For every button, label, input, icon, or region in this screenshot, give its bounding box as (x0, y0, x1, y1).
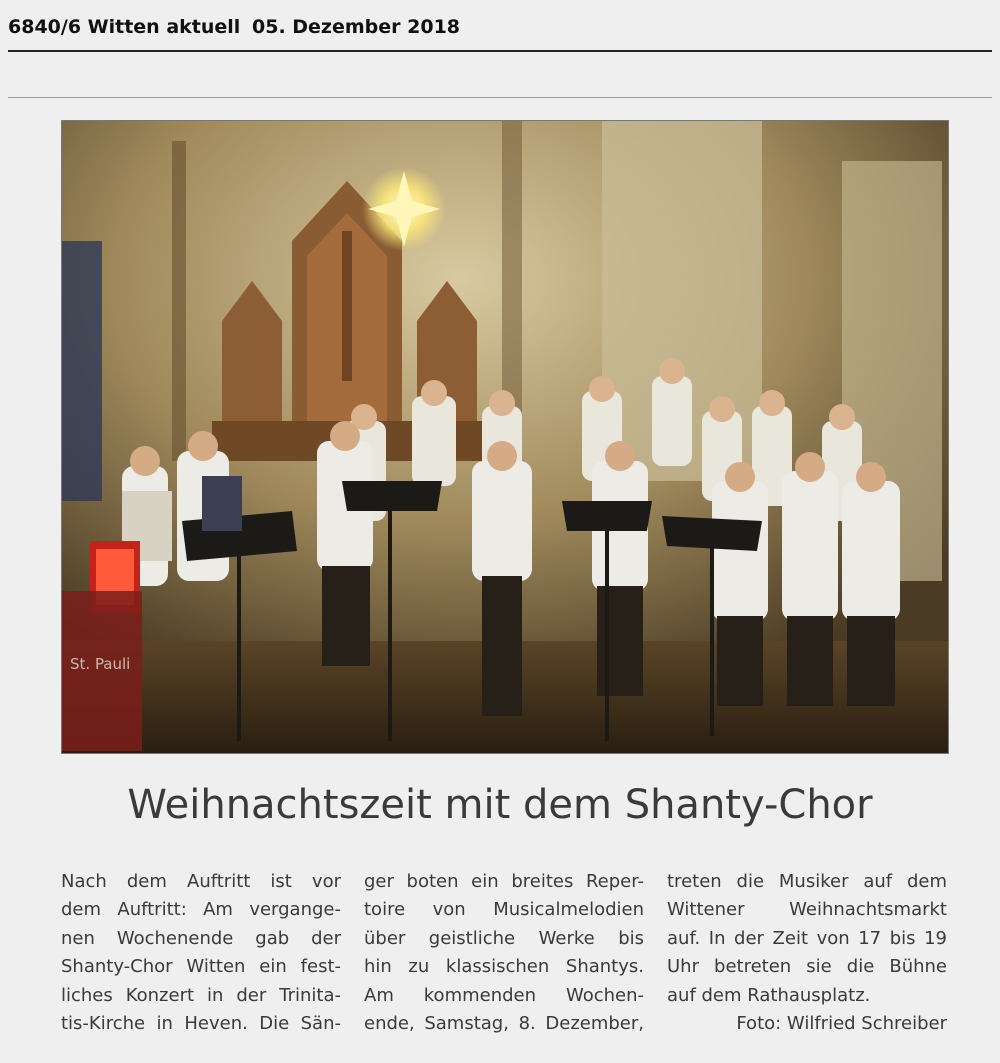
text-line: tis-Kirche in Heven. Die Sän- (61, 1013, 341, 1035)
article-headline: Weihnachtszeit mit dem Shanty-Chor (127, 782, 873, 828)
section-rule (8, 97, 992, 98)
photo-credit: Foto: Wilfried Schreiber (736, 1013, 947, 1035)
text-line: auf dem Rathausplatz. (667, 984, 871, 1006)
article-column-2 (364, 868, 644, 1038)
text-line: über geistliche Werke bis (364, 927, 644, 949)
text-line: Uhr betreten sie die Bühne (667, 956, 947, 978)
issue-date: 05. Dezember 2018 (252, 16, 461, 38)
masthead (8, 12, 992, 42)
text-line: Wittener Weihnachtsmarkt (667, 899, 947, 921)
lantern-label: St. Pauli (70, 655, 131, 673)
text-line: Am kommenden Wochen- (364, 984, 644, 1006)
article-column-1 (61, 868, 341, 1038)
text-line: liches Konzert in der Trinita- (61, 984, 341, 1006)
text-line: nen Wochenende gab der (61, 927, 341, 949)
text-line: hin zu klassischen Shantys. (364, 956, 644, 978)
text-line: ger boten ein breites Reper- (364, 871, 644, 892)
text-line: ende, Samstag, 8. Dezember, (364, 1013, 644, 1035)
choir-photo-illustration (62, 121, 948, 753)
text-line: treten die Musiker auf dem (667, 871, 947, 892)
text-line: Nach dem Auftritt ist vor (61, 871, 341, 892)
article-column-3 (667, 868, 947, 1038)
issue-label: 6840/6 Witten aktuell (8, 16, 241, 38)
header-rule (8, 50, 992, 52)
article-photo (62, 121, 948, 753)
text-line: dem Auftritt: Am vergange- (61, 899, 341, 921)
text-line: toire von Musicalmelodien (364, 899, 644, 921)
text-line: Shanty-Chor Witten ein fest- (61, 956, 341, 978)
text-line: auf. In der Zeit von 17 bis 19 (667, 927, 947, 949)
